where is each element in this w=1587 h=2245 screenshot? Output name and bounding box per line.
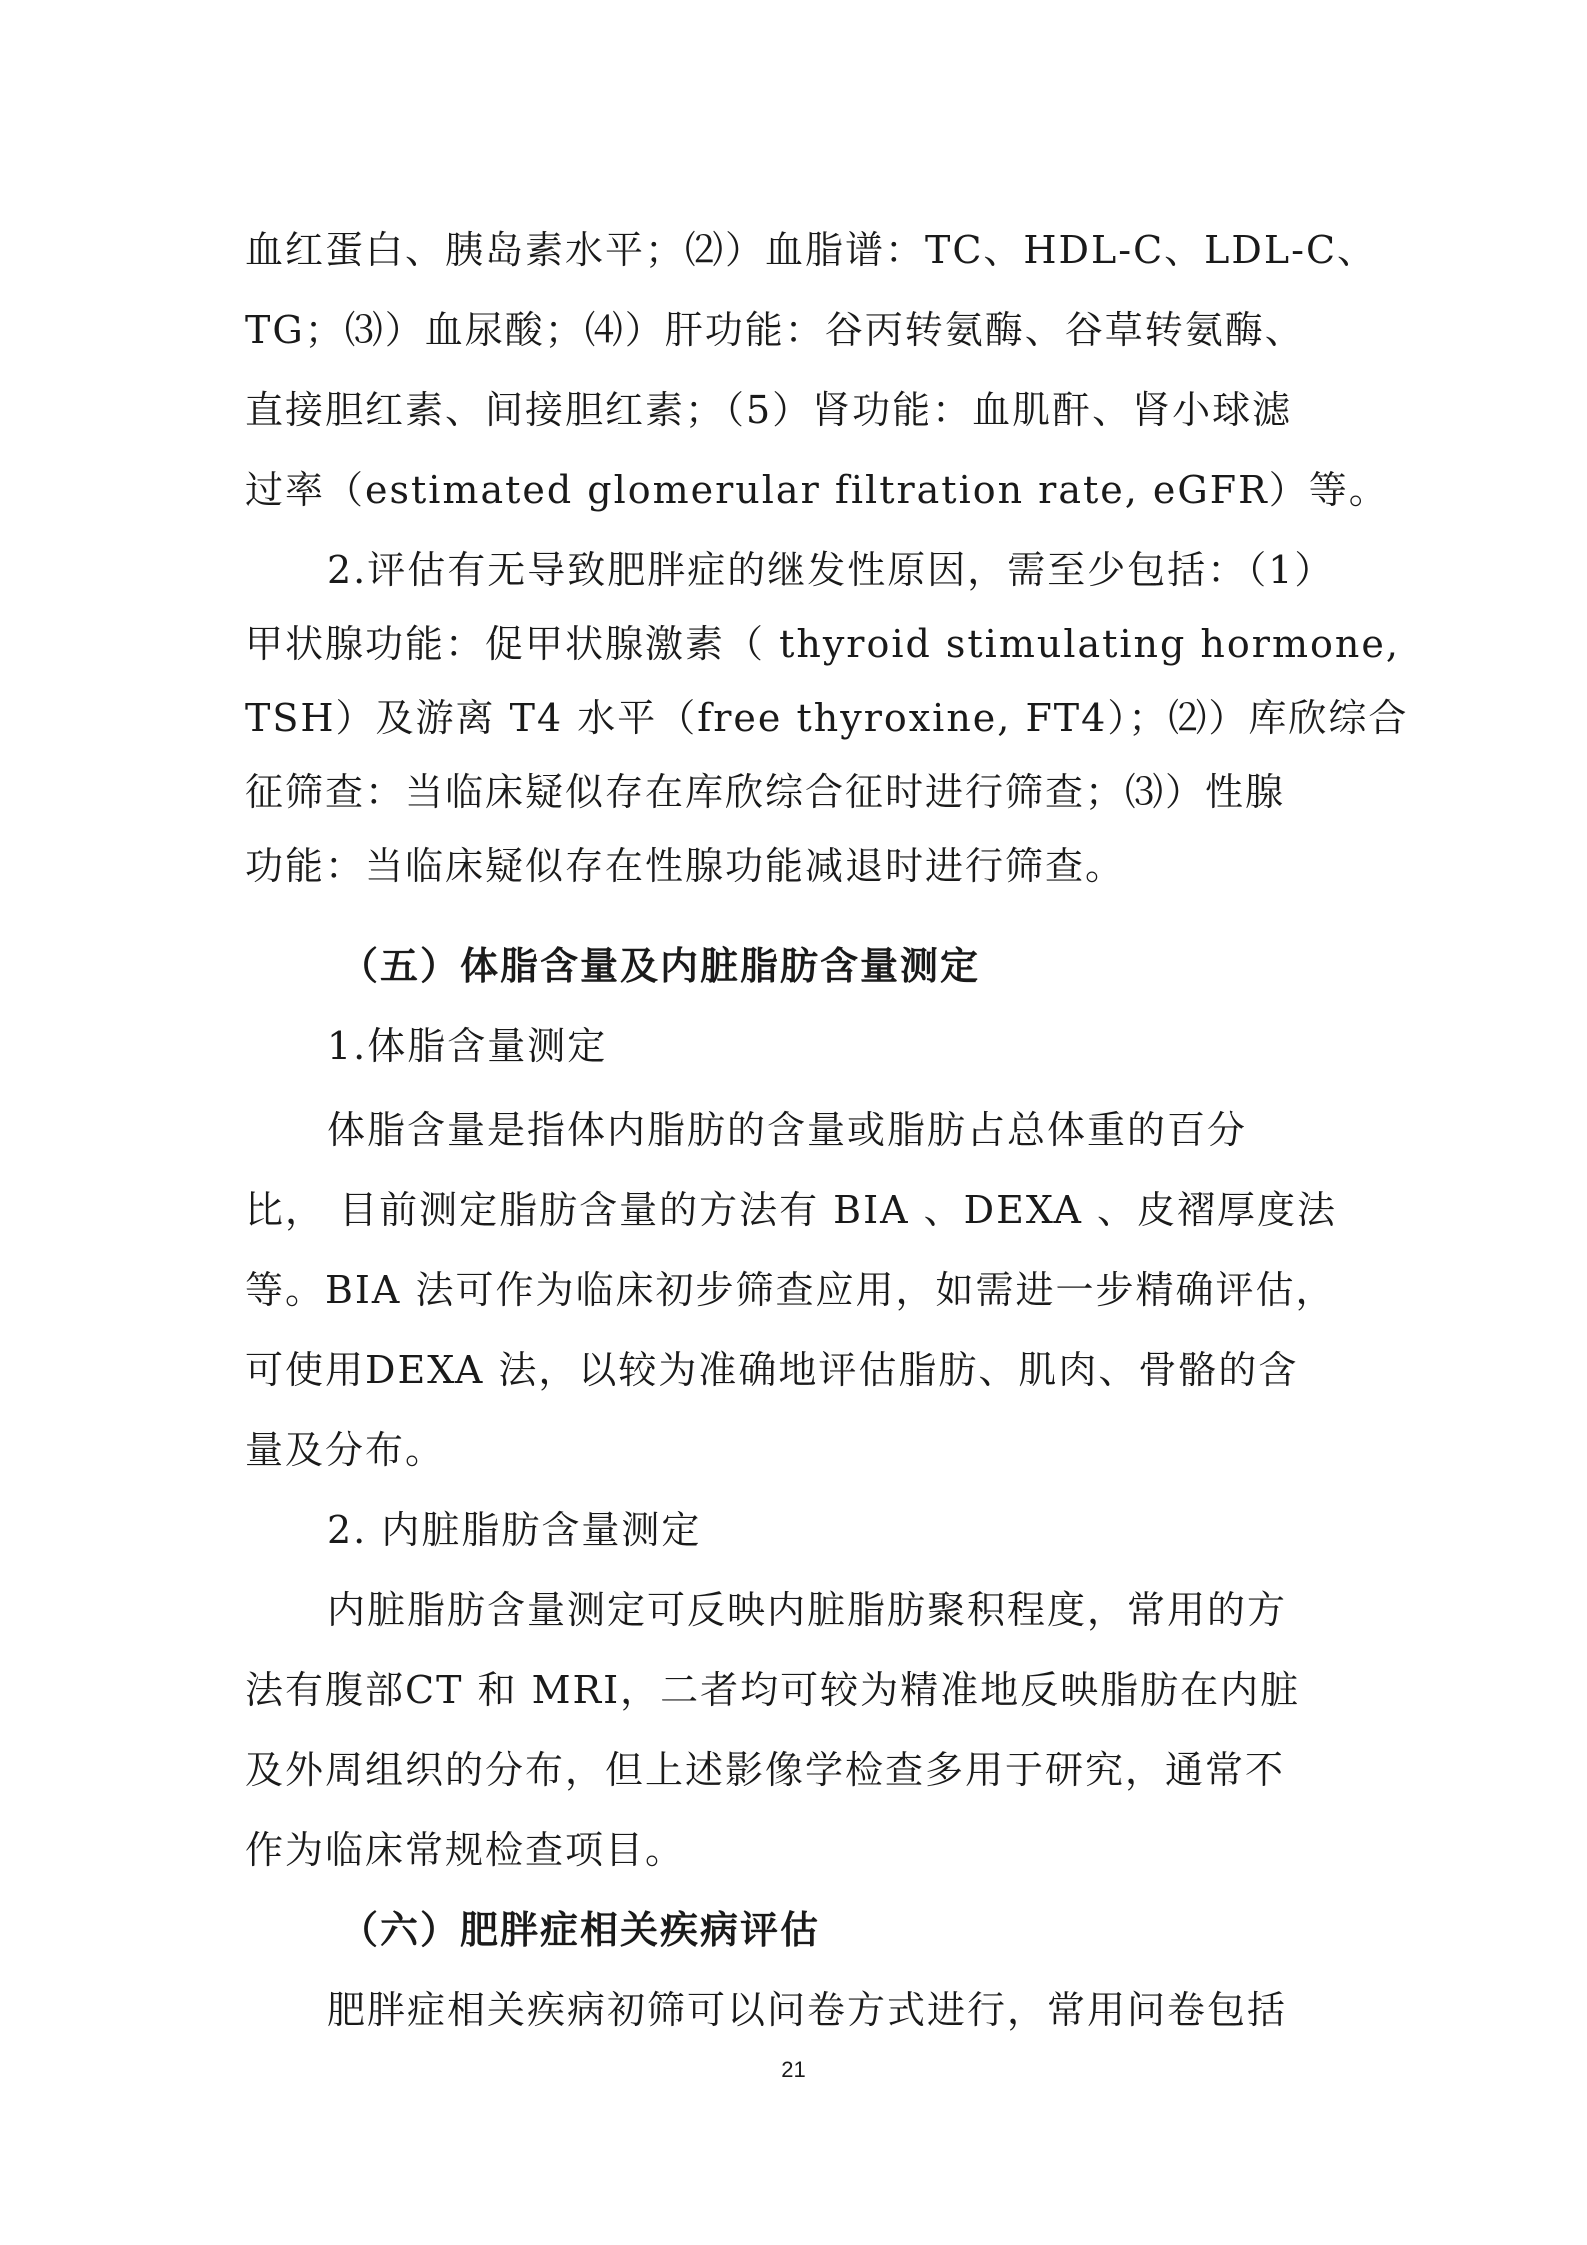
body-text-line: 甲状腺功能：促甲状腺激素（ thyroid stimulating hormone, [245,622,1400,666]
body-text-line: 内脏脂肪含量测定可反映内脏脂肪聚积程度，常用的方 [327,1588,1288,1632]
body-text-line: 法有腹部CT 和 MRI，二者均可较为精准地反映脂肪在内脏 [245,1668,1301,1712]
body-text-line: 2.评估有无导致肥胖症的继发性原因，需至少包括：（1） [327,548,1335,592]
body-text-line: TSH）及游离 T4 水平（free thyroxine, FT4）；⑵）库欣综合 [245,696,1409,740]
page-number: 21 [781,2057,806,2082]
body-text-line: 肥胖症相关疾病初筛可以问卷方式进行，常用问卷包括 [327,1988,1288,2032]
body-text-line: 比， 目前测定脂肪含量的方法有 BIA 、DEXA 、皮褶厚度法 [245,1188,1338,1232]
body-text-line: 过率（estimated glomerular filtration rate, eGFR）等。 [245,468,1389,512]
body-text-line: 征筛查：当临床疑似存在库欣综合征时进行筛查；⑶）性腺 [245,770,1286,814]
body-text-line: TG；⑶）血尿酸；⑷）肝功能：谷丙转氨酶、谷草转氨酶、 [245,308,1305,352]
section-heading: （六）肥胖症相关疾病评估 [340,1908,821,1952]
body-text-line: 功能：当临床疑似存在性腺功能减退时进行筛查。 [245,844,1126,888]
subsection-heading: 2. 内脏脂肪含量测定 [327,1508,702,1552]
subsection-heading: 1.体脂含量测定 [327,1024,608,1068]
body-text-line: 等。BIA 法可作为临床初步筛查应用，如需进一步精确评估， [245,1268,1336,1312]
body-text-line: 直接胆红素、间接胆红素；（5）肾功能：血肌酐、肾小球滤 [245,388,1293,432]
body-text-line: 体脂含量是指体内脂肪的含量或脂肪占总体重的百分 [327,1108,1248,1152]
body-text-line: 及外周组织的分布，但上述影像学检查多用于研究，通常不 [245,1748,1286,1792]
body-text-line: 血红蛋白、胰岛素水平；⑵）血脂谱：TC、HDL-C、LDL-C、 [245,228,1378,272]
body-text-line: 作为临床常规检查项目。 [245,1828,686,1872]
body-text-line: 量及分布。 [245,1428,446,1472]
section-heading: （五）体脂含量及内脏脂肪含量测定 [340,944,981,988]
body-text-line: 可使用DEXA 法，以较为准确地评估脂肪、肌肉、骨骼的含 [245,1348,1299,1392]
